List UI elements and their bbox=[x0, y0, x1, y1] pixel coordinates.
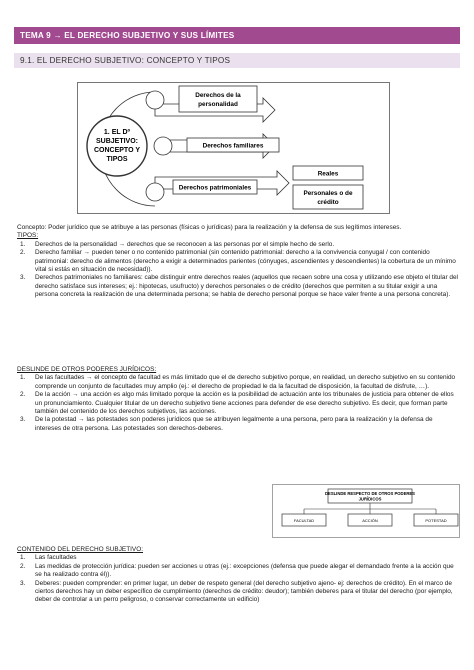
center-circle bbox=[87, 116, 147, 176]
list-item: 2. Derecho familiar → pueden tener o no contenido patrimonial (sin contenido patrimonial: derecho a la convivencia conyugal / con contenido patrimonial: derecho de alimentos (derecho a exigir a determinados parientes (cónyuges, ascendientes y descendientes) la cobertura de un mínimo vital si estás en situación de necesidad)). bbox=[20, 249, 456, 274]
deslinde-diagram bbox=[272, 484, 460, 538]
contenido-list bbox=[17, 554, 459, 604]
diagram2-title: DESLINDE RESPECTO DE OTROS PODERES bbox=[325, 491, 415, 496]
list-item: 3. Deberes: pueden comprender: en primer lugar, un deber de respeto general (del derecho subjetivo ajeno- ej: derechos de crédito). En el marco de ciertos derechos hay un deber específico de cumplimiento (derechos de crédito: deudor); también deberes para el titular del derecho (por ejemplo, deber de controlar a un perro peligroso, o conservar correctamente un edificio) bbox=[20, 579, 453, 604]
deslinde-list bbox=[17, 374, 459, 433]
diagram2-item: POTESTAD bbox=[425, 518, 447, 523]
body-text-contenido bbox=[17, 546, 459, 605]
types-list bbox=[17, 241, 459, 300]
concept-paragraph: Concepto: Poder jurídico que se atribuye a las personas (físicas o jurídicas) para la realización y la defensa de sus legítimos intereses. bbox=[17, 224, 402, 231]
diagram2-title: JURÍDICOS bbox=[358, 496, 382, 502]
body-text-upper bbox=[17, 224, 459, 300]
center-line: 1. EL Dº bbox=[103, 129, 131, 136]
list-item: 1. Derechos de la personalidad → derechos que se reconocen a las personas por el simple hecho de serlo. bbox=[20, 240, 335, 248]
list-item: 1. Las facultades bbox=[20, 554, 77, 562]
box-label: Derechos de la bbox=[195, 92, 241, 99]
box-label: Derechos familiares bbox=[202, 142, 264, 150]
center-line: SUBJETIVO: bbox=[95, 138, 139, 145]
list-item: 2. De la acción → una acción es algo más limitado porque la acción es la posibilidad de actuación ante los tribunales de justicia para obtener de ellos un pronunciamiento. Cualquier titular de un derecho subjetivo tiene acciones para defender de ese derecho subjetivo. Es decir, que forman parte también del contenido de los derechos subjetivos, las acciones. bbox=[20, 391, 454, 416]
deslinde-heading: DESLINDE DE OTROS PODERES JURÍDICOS: bbox=[17, 366, 157, 373]
section-title: 9.1. EL DERECHO SUBJETIVO: CONCEPTO Y TIPOS bbox=[14, 53, 460, 68]
box-label: Reales bbox=[317, 170, 339, 178]
types-heading: TIPOS: bbox=[17, 232, 39, 240]
contenido-heading: CONTENIDO DEL DERECHO SUBJETIVO: bbox=[17, 546, 144, 553]
chapter-title: TEMA 9 → EL DERECHO SUBJETIVO Y SUS LÍMITES bbox=[14, 27, 460, 44]
list-item: 3. Derechos patrimoniales no familiares: cabe distinguir entre derechos reales (aquellos que recaen sobre una cosa y utilizando ese objeto el titular del derecho satisface sus intereses; ej.: hipotecas, usufructo) y derechos personales o de crédito (derechos que permiten a su titular exigir a una persona concreta la realización de una determinada persona; se habla de derecho personal porque se hace valer frente a una persona concreta). bbox=[20, 274, 458, 299]
body-text-deslinde bbox=[17, 366, 459, 433]
list-item: 1. De las facultades → el concepto de facultad es más limitado que el de derecho subjetivo porque, en realidad, un derecho subjetivo en su contenido comprende un conjunto de facultades muy amplio (ej.: el derecho de propiedad le da la facultad de disposición, la facultad de disfrute, …). bbox=[20, 374, 456, 390]
center-line: CONCEPTO Y bbox=[93, 147, 141, 154]
box-label: personalidad bbox=[198, 101, 238, 108]
box-label: crédito bbox=[317, 199, 339, 206]
diagram2-item: FACULTAD bbox=[293, 518, 315, 523]
list-item: 3. De la potestad → las potestades son poderes jurídicos que se atribuyen legalmente a una persona, pero para la realización y la defensa de intereses de otra persona. Las potestades son derechos-deberes. bbox=[20, 416, 433, 432]
types-diagram bbox=[77, 82, 390, 214]
list-item: 2. Las medidas de protección jurídica: pueden ser acciones u otras (ej.: excepciones (defensa que puede alegar el demandado frente a la acción que se ha realizado contra él)). bbox=[20, 562, 454, 579]
center-line: TIPOS bbox=[106, 156, 128, 163]
diagram2-item: ACCIÓN bbox=[362, 518, 378, 523]
box-label: Personales o de bbox=[303, 190, 353, 197]
box-label: Derechos patrimoniales bbox=[178, 184, 252, 192]
